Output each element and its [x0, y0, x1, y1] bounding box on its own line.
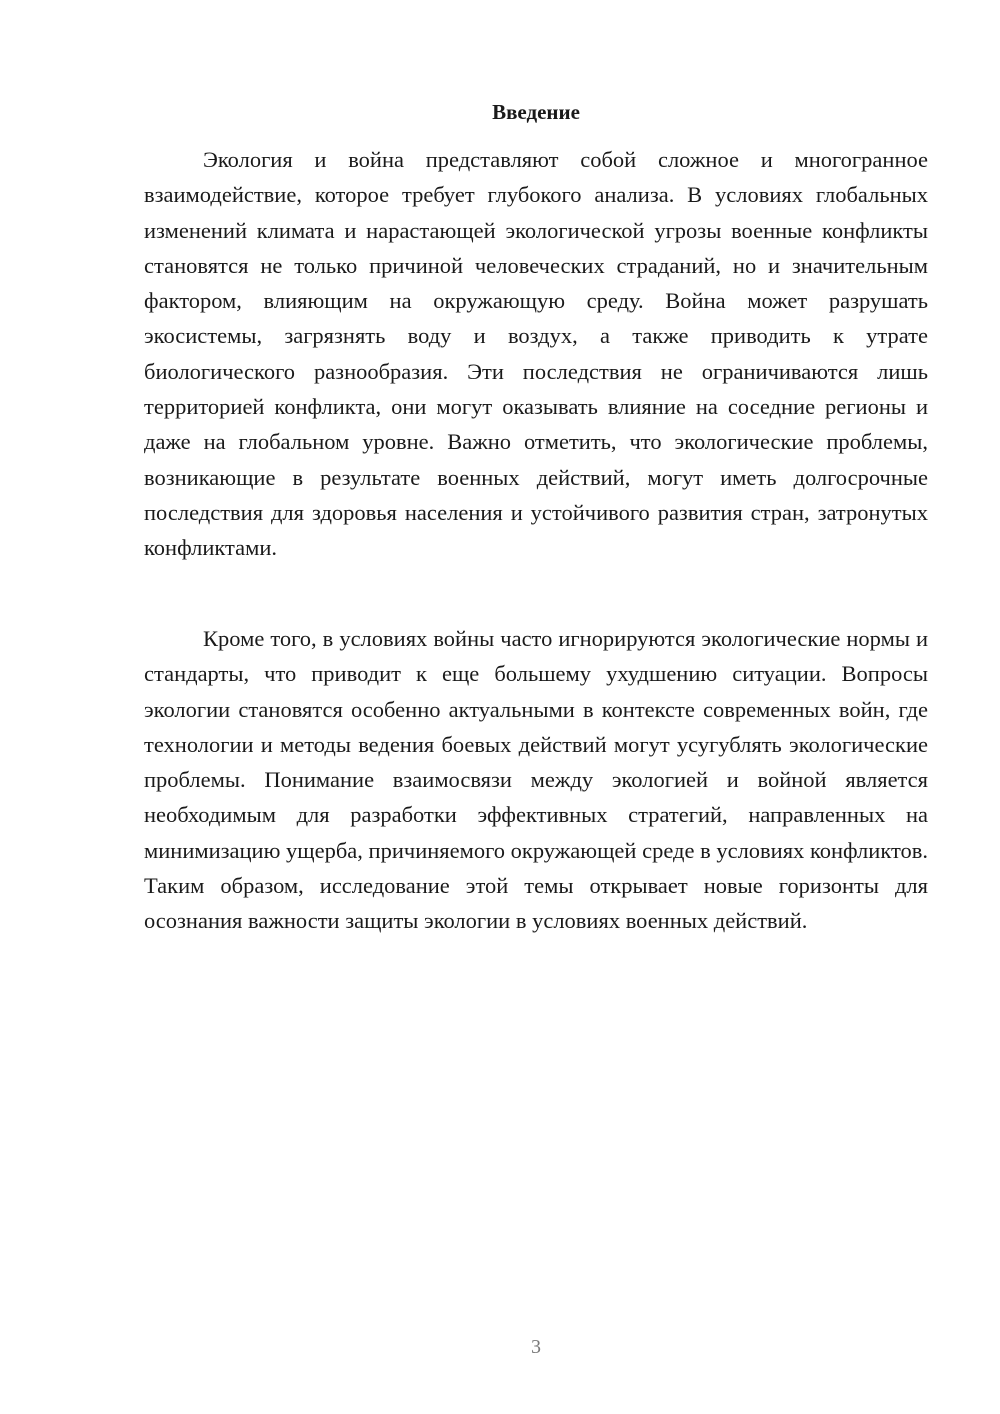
page-number: 3: [531, 1336, 541, 1358]
section-heading: Введение: [492, 100, 580, 124]
paragraph-2: Кроме того, в условиях войны часто игнорируются экологические нормы и стандарты, что приводит к еще большему ухудшению ситуации. Вопросы экологии становятся особенно актуальными в контексте современных войн, где технологии и методы ведения боевых действий могут усугублять экологические проблемы. Понимание взаимосвязи между экологией и войной является необходимым для разработки эффективных стратегий, направленных на минимизацию ущерба, причиняемого окружающей среде в условиях конфликтов. Таким образом, исследование этой темы открывает новые горизонты для осознания важности защиты экологии в условиях военных действий.: [144, 626, 928, 934]
paragraph-1: Экология и война представляют собой сложное и многогранное взаимодействие, которое требует глубокого анализа. В условиях глобальных изменений климата и нарастающей экологической угрозы военные конфликты становятся не только причиной человеческих страданий, но и значительным фактором, влияющим на окружающую среду. Война может разрушать экосистемы, загрязнять воду и воздух, а также приводить к утрате биологического разнообразия. Эти последствия не ограничиваются лишь территорией конфликта, они могут оказывать влияние на соседние регионы и даже на глобальном уровне. Важно отметить, что экологические проблемы, возникающие в результате военных действий, могут иметь долгосрочные последствия для здоровья населения и устойчивого развития стран, затронутых конфликтами.: [144, 147, 928, 561]
